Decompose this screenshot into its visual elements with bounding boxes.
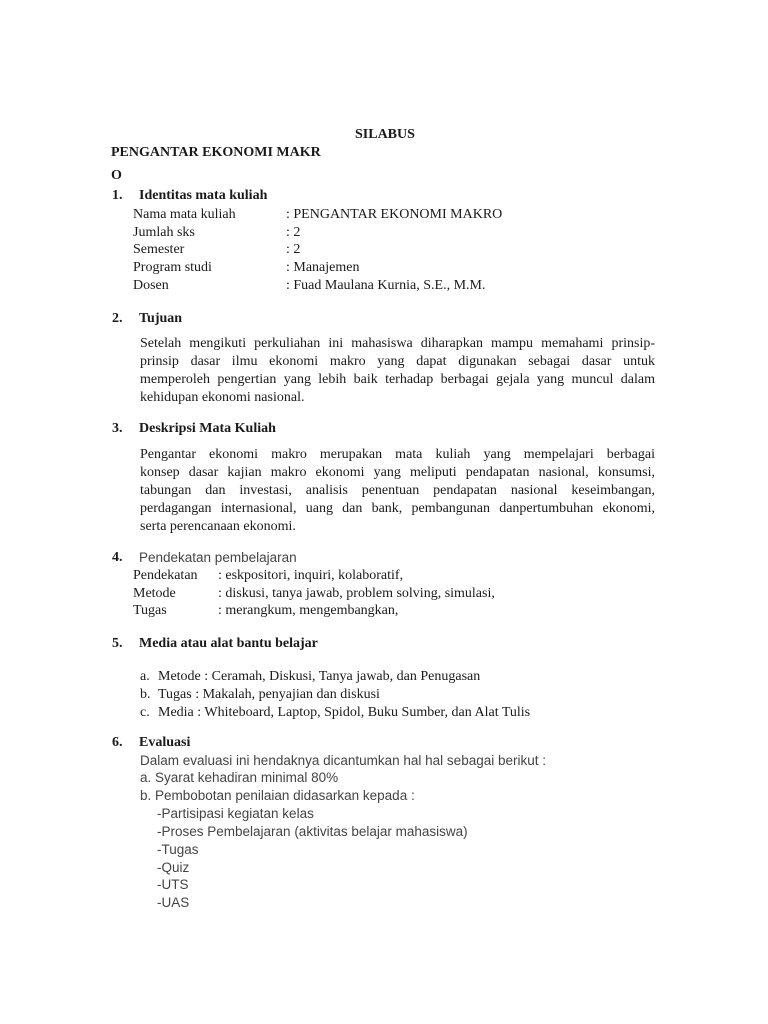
media-item-text: Tugas : Makalah, penyajian dan diskusi [158, 687, 380, 702]
identity-value-sks: : 2 [286, 225, 301, 240]
tujuan-line: memperoleh pengertian yang lebih baik terhadap berbagai gejala yang muncul dalam [140, 372, 655, 387]
evaluation-point-b: b. Pembobotan penilaian didasarkan kepada : [140, 788, 415, 803]
deskripsi-line: tabungan dan investasi, analisis penentuan pendapatan nasional keseimbangan, [140, 483, 655, 498]
identity-value-course-name: : PENGANTAR EKONOMI MAKRO [286, 207, 503, 222]
section-4-number: 4. [112, 550, 123, 565]
media-item-marker: b. [140, 687, 151, 702]
course-title-line-1: PENGANTAR EKONOMI MAKR [111, 145, 321, 160]
media-item-marker: a. [140, 669, 150, 684]
evaluation-point-a: a. Syarat kehadiran minimal 80% [140, 770, 339, 785]
section-6-number: 6. [112, 735, 123, 750]
section-5-heading: Media atau alat bantu belajar [139, 636, 318, 651]
deskripsi-line: perdagangan internasional, uang dan bank, pembangunan danpertumbuhan ekonomi, [140, 501, 655, 516]
task-value: : merangkum, mengembangkan, [218, 603, 399, 618]
section-2-number: 2. [112, 311, 123, 326]
evaluation-component: -Partisipasi kegiatan kelas [157, 806, 314, 821]
section-3-number: 3. [112, 421, 123, 436]
section-1-heading: Identitas mata kuliah [139, 188, 268, 203]
approach-key: Pendekatan [133, 568, 198, 583]
identity-key-course-name: Nama mata kuliah [133, 207, 236, 222]
deskripsi-line: serta perencanaan ekonomi. [140, 519, 296, 534]
identity-value-program: : Manajemen [286, 260, 360, 275]
tujuan-line: Setelah mengikuti perkuliahan ini mahasiswa diharapkan mampu memahami prinsip- [140, 336, 655, 351]
deskripsi-line: Pengantar ekonomi makro merupakan mata kuliah yang mempelajari berbagai [140, 447, 655, 462]
section-5-number: 5. [112, 636, 123, 651]
evaluation-component: -Proses Pembelajaran (aktivitas belajar mahasiswa) [157, 824, 468, 839]
approach-value: : eskpositori, inquiri, kolaboratif, [218, 568, 404, 583]
evaluation-component: -UAS [157, 895, 190, 910]
evaluation-component: -Quiz [157, 860, 190, 875]
identity-key-lecturer: Dosen [133, 278, 169, 293]
section-6-heading: Evaluasi [139, 735, 191, 750]
identity-key-program: Program studi [133, 260, 212, 275]
identity-value-lecturer: : Fuad Maulana Kurnia, S.E., M.M. [286, 278, 486, 293]
section-1-number: 1. [112, 188, 123, 203]
evaluation-intro: Dalam evaluasi ini hendaknya dicantumkan hal hal sebagai berikut : [140, 753, 546, 768]
media-item-marker: c. [140, 705, 150, 720]
tujuan-line: prinsip dasar ilmu ekonomi makro yang dapat digunakan sebagai dasar untuk [140, 354, 655, 369]
section-4-heading: Pendekatan pembelajaran [139, 550, 297, 565]
evaluation-component: -UTS [157, 877, 189, 892]
identity-key-semester: Semester [133, 242, 185, 257]
course-title-line-2: O [111, 168, 122, 183]
document-title: SILABUS [355, 127, 415, 142]
section-3-heading: Deskripsi Mata Kuliah [139, 421, 276, 436]
identity-value-semester: : 2 [286, 242, 301, 257]
deskripsi-paragraph [140, 446, 655, 536]
method-key: Metode [133, 586, 176, 601]
identity-key-sks: Jumlah sks [133, 225, 195, 240]
method-value: : diskusi, tanya jawab, problem solving, simulasi, [218, 586, 495, 601]
media-item-text: Media : Whiteboard, Laptop, Spidol, Buku Sumber, dan Alat Tulis [158, 705, 531, 720]
tujuan-line: kehidupan ekonomi nasional. [140, 390, 305, 405]
section-2-heading: Tujuan [139, 311, 183, 326]
task-key: Tugas [133, 603, 167, 618]
media-item-text: Metode : Ceramah, Diskusi, Tanya jawab, dan Penugasan [158, 669, 481, 684]
deskripsi-line: konsep dasar kajian makro ekonomi yang meliputi pendapatan nasional, konsumsi, [140, 465, 655, 480]
tujuan-paragraph [140, 335, 655, 407]
evaluation-component: -Tugas [157, 842, 199, 857]
